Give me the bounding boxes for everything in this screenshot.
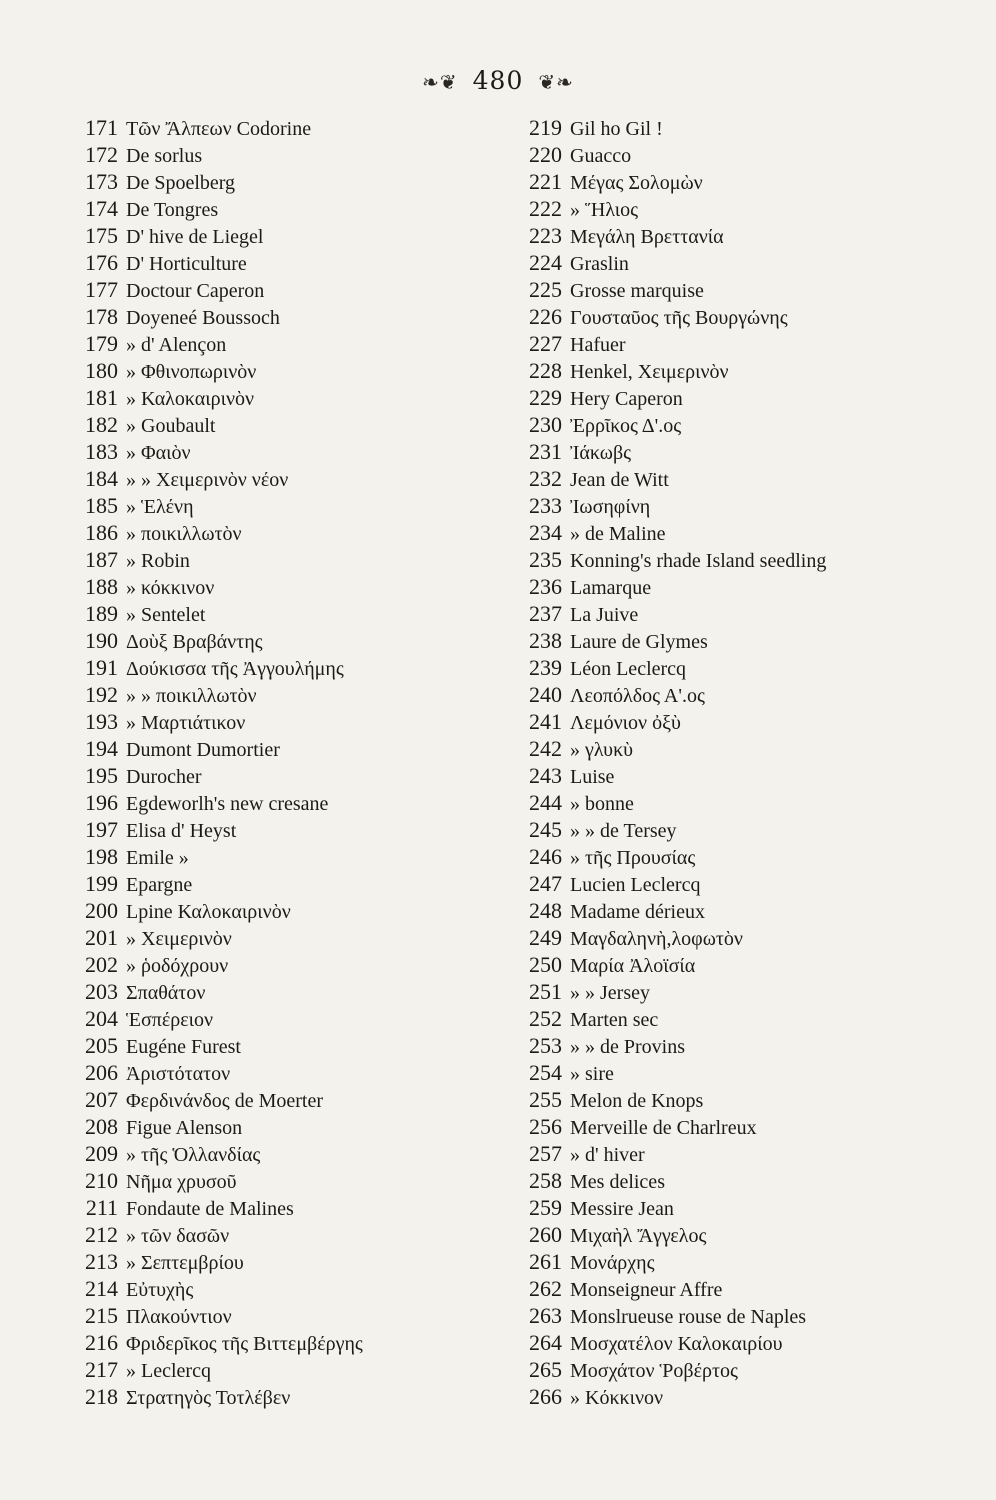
entry-number: 179 [85, 331, 118, 356]
entry-name: Marten sec [570, 1009, 659, 1031]
entry-number: 185 [85, 493, 118, 518]
list-item [506, 897, 946, 924]
list-item [506, 222, 946, 249]
entry-name: Mes delices [570, 1171, 665, 1193]
list-item [62, 951, 492, 978]
entry-number: 218 [85, 1384, 118, 1409]
list-item [506, 735, 946, 762]
entry-name: Luise [570, 766, 615, 788]
entry-number: 193 [85, 709, 118, 734]
list-item [506, 924, 946, 951]
entry-number: 210 [85, 1168, 118, 1193]
entry-number: 201 [85, 925, 118, 950]
list-item [62, 411, 492, 438]
entry-name: » d' Alençon [126, 334, 227, 356]
entry-number: 260 [529, 1222, 562, 1247]
list-item [62, 195, 492, 222]
list-item [62, 654, 492, 681]
entry-number: 246 [529, 844, 562, 869]
entry-number: 231 [529, 439, 562, 464]
list-item [62, 735, 492, 762]
entry-name: Doyeneé Boussoch [126, 307, 280, 329]
entry-name: » τῆς Προυσίας [570, 847, 696, 869]
entry-name: » » Χειμερινὸν νέον [126, 469, 289, 491]
entry-number: 248 [529, 898, 562, 923]
entry-name: Μονάρχης [570, 1252, 655, 1274]
entry-name: » τῶν δασῶν [126, 1225, 230, 1247]
entry-name: Λεοπόλδος Α'.ος [570, 685, 705, 707]
entry-name: Gil ho Gil ! [570, 118, 663, 140]
entry-number: 200 [85, 898, 118, 923]
list-item [62, 222, 492, 249]
entry-name: Graslin [570, 253, 629, 275]
entry-name: » Κόκκινον [570, 1387, 664, 1409]
entry-number: 240 [529, 682, 562, 707]
entry-number: 219 [529, 115, 562, 140]
entry-name: Ἐρρῖκος Δ'.ος [570, 415, 682, 437]
list-item [506, 1140, 946, 1167]
entry-number: 242 [529, 736, 562, 761]
list-item [506, 816, 946, 843]
entry-name: » d' hiver [570, 1144, 645, 1166]
entry-number: 212 [85, 1222, 118, 1247]
entry-number: 177 [85, 277, 118, 302]
entry-name: Μοσχατέλον Καλοκαιρίου [570, 1333, 783, 1355]
list-item [506, 195, 946, 222]
list-item [62, 627, 492, 654]
list-item [62, 816, 492, 843]
list-item [506, 438, 946, 465]
list-item [506, 1059, 946, 1086]
list-item [62, 465, 492, 492]
list-item [62, 1383, 492, 1410]
entry-number: 209 [85, 1141, 118, 1166]
entry-number: 258 [529, 1168, 562, 1193]
entry-name: » Φαιὸν [126, 442, 191, 464]
entry-number: 198 [85, 844, 118, 869]
entry-name: Merveille de Charlreux [570, 1117, 757, 1139]
entry-number: 192 [85, 682, 118, 707]
entry-number: 194 [85, 736, 118, 761]
entry-name: Hafuer [570, 334, 626, 356]
list-item [506, 1086, 946, 1113]
entry-name: Fondaute de Malines [126, 1198, 294, 1220]
entry-name: Φριδερῖκος τῆς Βιττεμβέργης [126, 1333, 363, 1355]
entry-number: 237 [529, 601, 562, 626]
entry-number: 249 [529, 925, 562, 950]
entry-name: Μέγας Σολομὼν [570, 172, 703, 194]
entry-number: 228 [529, 358, 562, 383]
entry-number: 202 [85, 952, 118, 977]
list-item [62, 249, 492, 276]
entry-number: 181 [85, 385, 118, 410]
entry-number: 203 [85, 979, 118, 1004]
entry-name: Δούκισσα τῆς Ἀγγουλήμης [126, 658, 344, 680]
entry-number: 224 [529, 250, 562, 275]
entry-number: 222 [529, 196, 562, 221]
entry-number: 190 [85, 628, 118, 653]
list-item [506, 870, 946, 897]
entry-number: 244 [529, 790, 562, 815]
list-item [62, 1005, 492, 1032]
entry-name: » ῥοδόχρουν [126, 955, 229, 977]
list-item [62, 276, 492, 303]
entry-number: 211 [85, 1195, 118, 1220]
list-item [506, 303, 946, 330]
list-item [62, 870, 492, 897]
entry-number: 208 [85, 1114, 118, 1139]
list-item [62, 519, 492, 546]
entry-name: Μιχαὴλ Ἄγγελος [570, 1225, 707, 1247]
entry-number: 254 [529, 1060, 562, 1085]
entry-name: Μοσχάτον Ῥοβέρτος [570, 1360, 738, 1382]
list-item [62, 1059, 492, 1086]
list-item [62, 1329, 492, 1356]
entry-number: 205 [85, 1033, 118, 1058]
list-item [62, 978, 492, 1005]
entry-name: » Καλοκαιρινὸν [126, 388, 255, 410]
entry-number: 236 [529, 574, 562, 599]
list-item [506, 357, 946, 384]
list-item [506, 1275, 946, 1302]
entry-name: » » ποικιλλωτὸν [126, 685, 257, 707]
list-item [62, 573, 492, 600]
list-item [62, 1248, 492, 1275]
entry-name: » Σεπτεμβρίου [126, 1252, 244, 1274]
list-item [62, 330, 492, 357]
list-item [506, 978, 946, 1005]
entry-name: » Μαρτιάτικον [126, 712, 246, 734]
entry-number: 186 [85, 520, 118, 545]
list-item [506, 573, 946, 600]
entry-name: » Leclercq [126, 1360, 211, 1382]
list-item [506, 249, 946, 276]
entry-name: » κόκκινον [126, 577, 215, 599]
list-item [506, 708, 946, 735]
list-item [506, 627, 946, 654]
entry-name: Dumont Dumortier [126, 739, 280, 761]
entry-name: De sorlus [126, 145, 203, 167]
entry-name: Jean de Witt [570, 469, 669, 491]
list-item [506, 1005, 946, 1032]
entry-number: 214 [85, 1276, 118, 1301]
entry-number: 173 [85, 169, 118, 194]
entry-number: 265 [529, 1357, 562, 1382]
list-item [506, 1302, 946, 1329]
page-number: 480 [472, 66, 524, 95]
entry-name: Melon de Knops [570, 1090, 704, 1112]
entry-name: Léon Leclercq [570, 658, 687, 680]
entry-name: Egdeworlh's new cresane [126, 793, 329, 815]
left-column [62, 114, 492, 1410]
page-number-header [0, 66, 996, 95]
entry-name: Konning's rhade Island seedling [570, 550, 827, 572]
entry-name: Στρατηγὸς Τοτλέβεν [126, 1387, 291, 1409]
list-item [62, 357, 492, 384]
entry-number: 215 [85, 1303, 118, 1328]
list-item [62, 384, 492, 411]
entry-number: 257 [529, 1141, 562, 1166]
entry-number: 262 [529, 1276, 562, 1301]
entry-name: Monslrueuse rouse de Naples [570, 1306, 807, 1328]
list-item [506, 465, 946, 492]
entry-name: » » de Tersey [570, 820, 677, 842]
list-item [62, 1221, 492, 1248]
entry-number: 206 [85, 1060, 118, 1085]
entry-name: » sire [570, 1063, 614, 1085]
entry-name: » Φθινοπωρινὸν [126, 361, 257, 383]
entry-name: Ἑσπέρειον [126, 1009, 214, 1031]
entry-number: 216 [85, 1330, 118, 1355]
entry-name: Εὐτυχὴς [126, 1279, 194, 1301]
entry-number: 217 [85, 1357, 118, 1382]
entry-number: 238 [529, 628, 562, 653]
list-item [62, 303, 492, 330]
entry-name: » Sentelet [126, 604, 206, 626]
entry-number: 180 [85, 358, 118, 383]
entry-number: 264 [529, 1330, 562, 1355]
list-item [62, 789, 492, 816]
list-item [62, 1302, 492, 1329]
entry-name: Monseigneur Affre [570, 1279, 723, 1301]
list-item [62, 762, 492, 789]
entry-number: 250 [529, 952, 562, 977]
entry-number: 233 [529, 493, 562, 518]
entry-number: 227 [529, 331, 562, 356]
entry-name: Μαγδαληνὴ,λοφωτὸν [570, 928, 743, 950]
list-item [62, 924, 492, 951]
entry-number: 225 [529, 277, 562, 302]
entry-name: Νῆμα χρυσοῦ [126, 1171, 237, 1193]
entry-number: 253 [529, 1033, 562, 1058]
entry-number: 230 [529, 412, 562, 437]
entry-name: Laure de Glymes [570, 631, 708, 653]
entry-number: 220 [529, 142, 562, 167]
list-item [62, 492, 492, 519]
entry-name: » ποικιλλωτὸν [126, 523, 242, 545]
entry-number: 176 [85, 250, 118, 275]
list-item [506, 546, 946, 573]
entry-name: Henkel, Χειμερινὸν [570, 361, 729, 383]
list-item [62, 168, 492, 195]
entry-name: » Ἑλένη [126, 496, 194, 518]
entry-number: 204 [85, 1006, 118, 1031]
list-item [62, 708, 492, 735]
right-column [506, 114, 946, 1410]
list-item [62, 1086, 492, 1113]
entry-name: Γουσταῦος τῆς Βουργώνης [570, 307, 788, 329]
list-item [62, 1194, 492, 1221]
entry-name: Messire Jean [570, 1198, 674, 1220]
entry-name: Guacco [570, 145, 632, 167]
entry-number: 232 [529, 466, 562, 491]
entry-number: 196 [85, 790, 118, 815]
entry-number: 221 [529, 169, 562, 194]
list-item [506, 1248, 946, 1275]
list-item [506, 1167, 946, 1194]
entry-name: Μαρία Ἀλοϊσία [570, 955, 696, 977]
list-item [506, 384, 946, 411]
list-item [506, 276, 946, 303]
entry-number: 191 [85, 655, 118, 680]
entry-name: Durocher [126, 766, 202, 788]
list-item [506, 141, 946, 168]
entry-number: 263 [529, 1303, 562, 1328]
list-item [506, 951, 946, 978]
entry-name: » Robin [126, 550, 190, 572]
entry-name: » » Jersey [570, 982, 650, 1004]
entry-number: 226 [529, 304, 562, 329]
entry-number: 259 [529, 1195, 562, 1220]
entry-name: Doctour Caperon [126, 280, 265, 302]
list-item [506, 789, 946, 816]
entry-number: 199 [85, 871, 118, 896]
entry-name: Madame dérieux [570, 901, 705, 923]
entry-name: » γλυκὺ [570, 739, 634, 761]
entry-name: Ἰάκωβς [570, 442, 632, 464]
entry-number: 223 [529, 223, 562, 248]
list-item [506, 1113, 946, 1140]
entry-number: 184 [85, 466, 118, 491]
list-item [506, 600, 946, 627]
list-item [62, 897, 492, 924]
entry-number: 195 [85, 763, 118, 788]
entry-name: » Ἥλιος [570, 199, 639, 221]
list-item [62, 1356, 492, 1383]
entry-number: 213 [85, 1249, 118, 1274]
list-item [62, 1032, 492, 1059]
entry-name: La Juive [570, 604, 639, 626]
list-item [506, 654, 946, 681]
list-item [506, 330, 946, 357]
list-item [506, 762, 946, 789]
entry-number: 188 [85, 574, 118, 599]
entry-name: Ἀριστότατον [126, 1063, 231, 1085]
list-item [506, 1032, 946, 1059]
entry-name: Eugéne Furest [126, 1036, 241, 1058]
list-item [62, 1113, 492, 1140]
entry-number: 187 [85, 547, 118, 572]
list-item [506, 1383, 946, 1410]
list-item [506, 1356, 946, 1383]
entry-number: 171 [85, 115, 118, 140]
entry-name: » » de Provins [570, 1036, 685, 1058]
list-item [62, 1167, 492, 1194]
entry-name: D' hive de Liegel [126, 226, 264, 248]
entry-name: Lamarque [570, 577, 652, 599]
list-item [506, 492, 946, 519]
entry-name: Ἰωσηφίνη [570, 496, 651, 518]
entry-number: 252 [529, 1006, 562, 1031]
list-item [506, 519, 946, 546]
entry-name: » Goubault [126, 415, 216, 437]
entry-number: 247 [529, 871, 562, 896]
entry-name: D' Horticulture [126, 253, 247, 275]
list-item [506, 843, 946, 870]
entry-number: 182 [85, 412, 118, 437]
list-item [62, 438, 492, 465]
entry-name: Elisa d' Heyst [126, 820, 237, 842]
list-item [506, 114, 946, 141]
entry-name: Δοὺξ Βραβάντης [126, 631, 263, 653]
list-item [62, 546, 492, 573]
entry-name: Μεγάλη Βρεττανία [570, 226, 724, 248]
entry-number: 234 [529, 520, 562, 545]
list-item [506, 411, 946, 438]
entry-name: Τῶν Ἄλπεων Codorine [126, 118, 312, 140]
list-item [62, 600, 492, 627]
list-item [62, 114, 492, 141]
entry-number: 261 [529, 1249, 562, 1274]
entry-number: 229 [529, 385, 562, 410]
entry-number: 256 [529, 1114, 562, 1139]
list-item [62, 843, 492, 870]
list-item [506, 1329, 946, 1356]
entry-name: De Spoelberg [126, 172, 236, 194]
list-item [506, 1221, 946, 1248]
list-item [62, 681, 492, 708]
list-item [506, 168, 946, 195]
entry-name: De Tongres [126, 199, 219, 221]
entry-name: Σπαθάτον [126, 982, 206, 1004]
entry-name: Hery Caperon [570, 388, 683, 410]
entry-name: » τῆς Ὁλλανδίας [126, 1144, 261, 1166]
entry-name: Emile » [126, 847, 189, 869]
entry-number: 255 [529, 1087, 562, 1112]
entry-number: 174 [85, 196, 118, 221]
entry-name: » de Maline [570, 523, 666, 545]
list-item [62, 1140, 492, 1167]
entry-name: Epargne [126, 874, 193, 896]
entry-name: Λεμόνιον ὀξὺ [570, 712, 681, 734]
entry-name: Πλακούντιον [126, 1306, 232, 1328]
entry-name: Lucien Leclercq [570, 874, 701, 896]
entry-number: 243 [529, 763, 562, 788]
list-item [506, 681, 946, 708]
ornament-left-icon: ❧❦ [422, 70, 458, 94]
entry-number: 197 [85, 817, 118, 842]
entry-number: 251 [529, 979, 562, 1004]
entry-number: 239 [529, 655, 562, 680]
entry-number: 266 [529, 1384, 562, 1409]
entry-number: 172 [85, 142, 118, 167]
list-item [506, 1194, 946, 1221]
entry-name: Figue Alenson [126, 1117, 243, 1139]
entry-name: Φερδινάνδος de Moerter [126, 1090, 324, 1112]
entry-name: Lpine Καλοκαιρινὸν [126, 901, 291, 923]
entry-name: » bonne [570, 793, 634, 815]
ornament-right-icon: ❦❧ [538, 70, 574, 94]
entry-number: 189 [85, 601, 118, 626]
entry-number: 241 [529, 709, 562, 734]
entry-number: 175 [85, 223, 118, 248]
entry-name: Grosse marquise [570, 280, 704, 302]
entry-number: 178 [85, 304, 118, 329]
entry-number: 207 [85, 1087, 118, 1112]
entry-number: 235 [529, 547, 562, 572]
list-item [62, 1275, 492, 1302]
list-item [62, 141, 492, 168]
entry-number: 183 [85, 439, 118, 464]
entry-number: 245 [529, 817, 562, 842]
entry-name: » Χειμερινὸν [126, 928, 232, 950]
